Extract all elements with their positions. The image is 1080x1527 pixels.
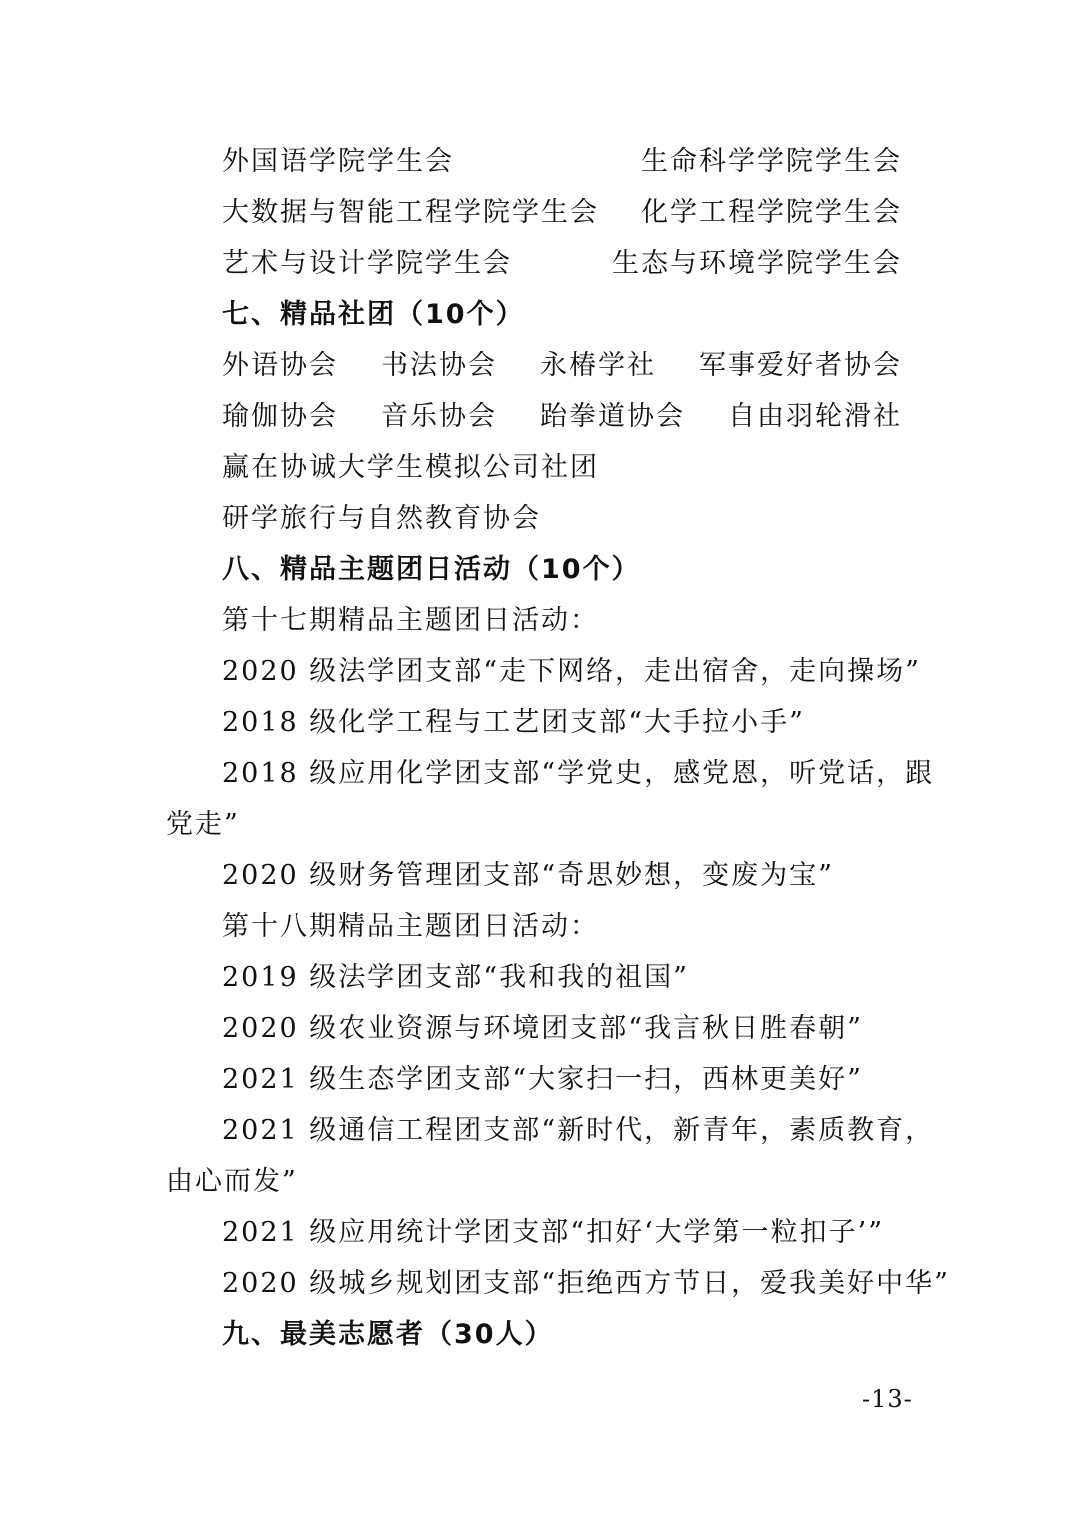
activity-item: 2020 级农业资源与环境团支部“我言秋日胜春朝” xyxy=(222,1013,863,1044)
section-7-heading: 七、精品社团（10个） xyxy=(222,299,525,330)
activity-period-heading: 第十八期精品主题团日活动： xyxy=(222,911,599,942)
activity-item: 2018 级应用化学团支部“学党史，感党恩，听党话，跟 xyxy=(222,758,935,789)
union-row-3 xyxy=(222,246,902,282)
union-name: 艺术与设计学院学生会 xyxy=(222,248,512,279)
club-name: 外语协会 xyxy=(222,350,338,381)
union-name: 化学工程学院学生会 xyxy=(641,197,902,228)
club-name: 研学旅行与自然教育协会 xyxy=(222,503,541,534)
club-row-2 xyxy=(222,399,902,435)
activity-item-continuation: 党走” xyxy=(166,809,240,840)
union-name: 生命科学学院学生会 xyxy=(641,146,902,177)
section-8-heading: 八、精品主题团日活动（10个） xyxy=(222,554,641,585)
club-name: 书法协会 xyxy=(381,350,497,381)
activity-period-heading: 第十七期精品主题团日活动： xyxy=(222,605,599,636)
activity-item: 2020 级法学团支部“走下网络，走出宿舍，走向操场” xyxy=(222,656,921,687)
page-number: -13- xyxy=(862,1385,913,1413)
activity-item: 2021 级通信工程团支部“新时代，新青年，素质教育， xyxy=(222,1115,935,1146)
union-name: 生态与环境学院学生会 xyxy=(612,248,902,279)
club-name: 跆拳道协会 xyxy=(540,401,685,432)
activity-item: 2021 级应用统计学团支部“扣好‘大学第一粒扣子’” xyxy=(222,1217,885,1248)
club-name: 永椿学社 xyxy=(540,350,656,381)
club-name: 军事爱好者协会 xyxy=(699,350,902,381)
activity-item: 2020 级城乡规划团支部“拒绝西方节日，爱我美好中华” xyxy=(222,1268,950,1299)
activity-item-continuation: 由心而发” xyxy=(166,1166,298,1197)
section-9-heading: 九、最美志愿者（30人） xyxy=(222,1319,554,1350)
club-name: 赢在协诚大学生模拟公司社团 xyxy=(222,452,599,483)
activity-item: 2021 级生态学团支部“大家扫一扫，西林更美好” xyxy=(222,1064,863,1095)
union-name: 大数据与智能工程学院学生会 xyxy=(222,197,599,228)
activity-item: 2018 级化学工程与工艺团支部“大手拉小手” xyxy=(222,707,805,738)
activity-item: 2020 级财务管理团支部“奇思妙想，变废为宝” xyxy=(222,860,834,891)
union-row-2 xyxy=(222,195,902,231)
club-name: 自由羽轮滑社 xyxy=(728,401,902,432)
union-name: 外国语学院学生会 xyxy=(222,146,454,177)
club-row-1 xyxy=(222,348,902,384)
club-name: 音乐协会 xyxy=(381,401,497,432)
club-name: 瑜伽协会 xyxy=(222,401,338,432)
union-row-1 xyxy=(222,144,902,180)
activity-item: 2019 级法学团支部“我和我的祖国” xyxy=(222,962,689,993)
